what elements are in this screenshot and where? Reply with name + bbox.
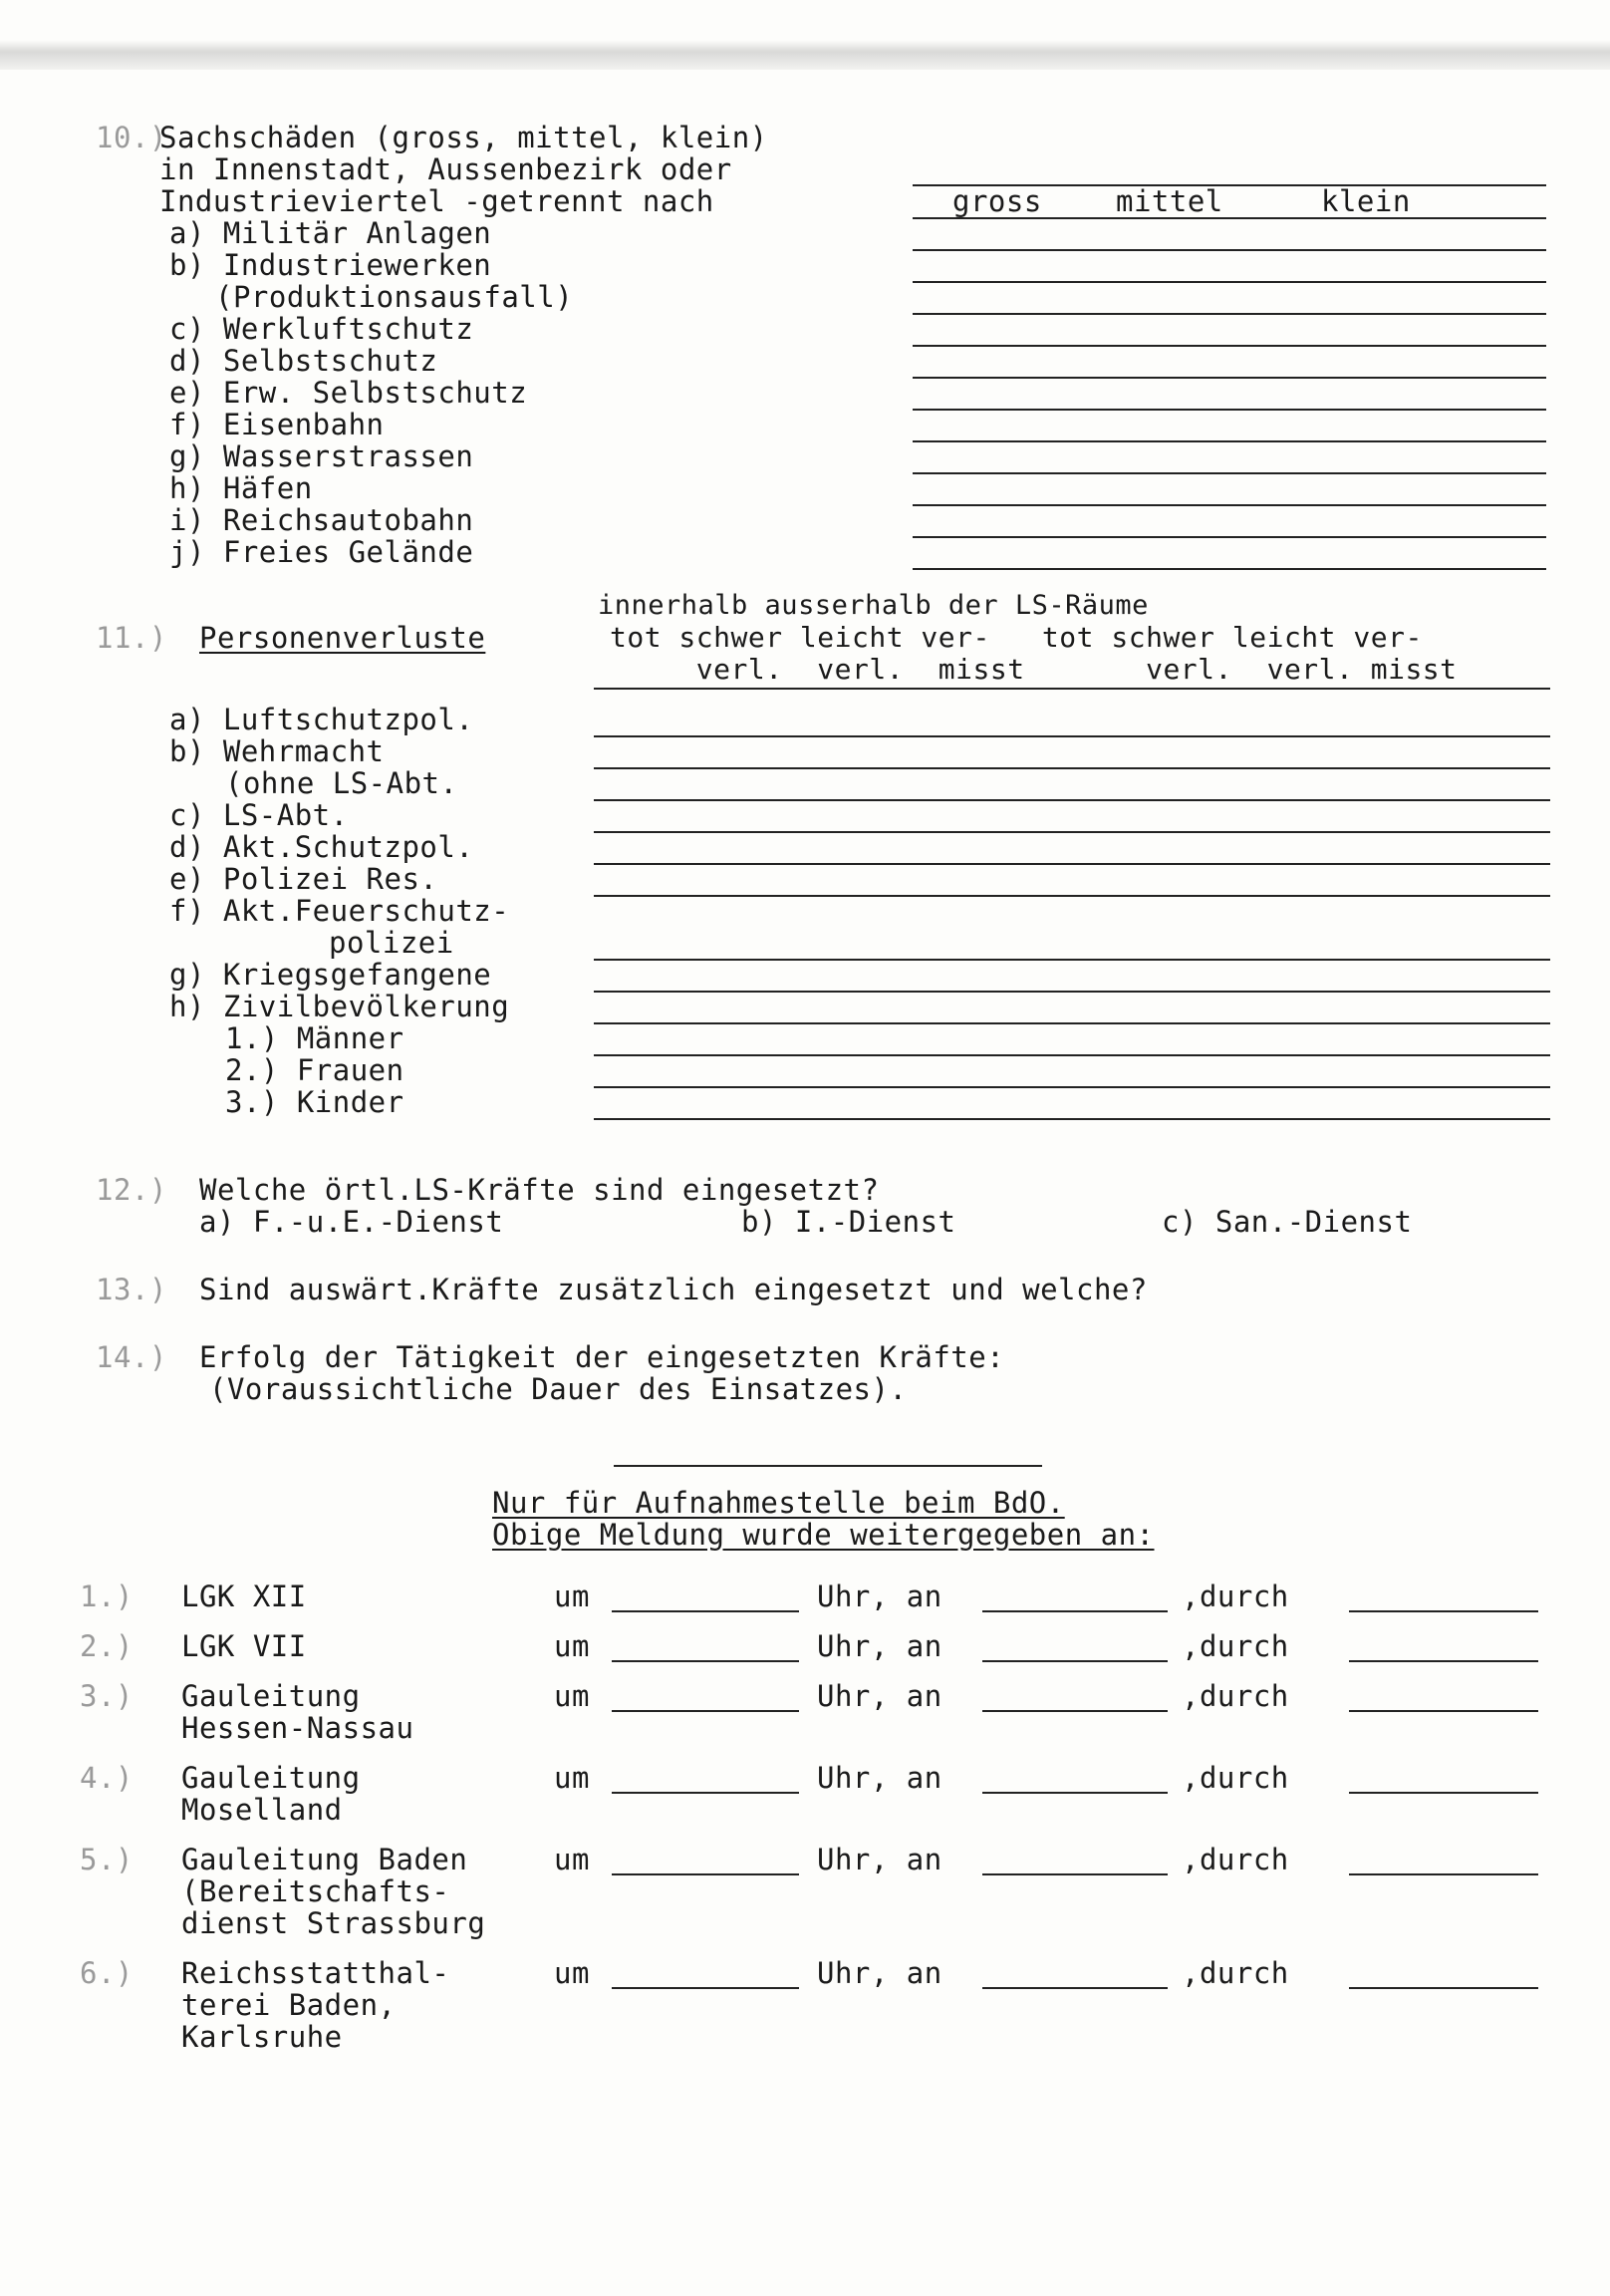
separator-rule <box>614 1465 1042 1467</box>
entry-name-line-2: Hessen-Nassau <box>181 1711 414 1745</box>
loss-blank-line[interactable] <box>594 1022 1550 1024</box>
section-10-line-2: in Innenstadt, Aussenbezirk oder <box>159 152 732 186</box>
section-11-number: 11.) <box>96 621 167 655</box>
entry-by-field[interactable] <box>1349 1792 1538 1794</box>
entry-name: Gauleitung Baden <box>181 1843 468 1876</box>
section-14-number: 14.) <box>96 1340 167 1374</box>
entry-name-line-2: Moselland <box>181 1793 343 1827</box>
section-12-option-b: b) I.-Dienst <box>741 1205 956 1239</box>
entry-recipient-field[interactable] <box>982 1792 1168 1794</box>
loss-item: b) Wehrmacht <box>169 734 385 768</box>
damage-item: d) Selbstschutz <box>169 344 438 378</box>
scan-edge-shadow <box>0 40 1610 70</box>
entry-number: 2.) <box>80 1629 134 1663</box>
loss-blank-line[interactable] <box>594 831 1550 833</box>
entry-uhr-an-label: Uhr, an <box>817 1761 942 1795</box>
damage-blank-line[interactable] <box>913 440 1546 442</box>
section-12-option-a: a) F.-u.E.-Dienst <box>199 1205 504 1239</box>
entry-number: 1.) <box>80 1579 134 1613</box>
loss-item: f) Akt.Feuerschutz- <box>169 894 510 928</box>
damage-blank-line[interactable] <box>913 313 1546 315</box>
damage-blank-line[interactable] <box>913 377 1546 379</box>
loss-item: 1.) Männer <box>225 1021 404 1055</box>
entry-number: 3.) <box>80 1679 134 1713</box>
entry-by-field[interactable] <box>1349 1873 1538 1875</box>
entry-uhr-an-label: Uhr, an <box>817 1579 942 1613</box>
entry-by-field[interactable] <box>1349 1710 1538 1712</box>
damage-blank-line[interactable] <box>913 281 1546 283</box>
damage-item: g) Wasserstrassen <box>169 439 474 473</box>
entry-name-line-2: (Bereitschafts- <box>181 1874 450 1908</box>
section-14-line-2: (Voraussichtliche Dauer des Einsatzes). <box>209 1372 908 1406</box>
entry-number: 6.) <box>80 1956 134 1990</box>
entry-time-field[interactable] <box>612 1987 799 1989</box>
damage-blank-line[interactable] <box>913 472 1546 474</box>
entry-uhr-an-label: Uhr, an <box>817 1956 942 1990</box>
loss-item: g) Kriegsgefangene <box>169 958 492 992</box>
section-10-line-1: Sachschäden (gross, mittel, klein) <box>159 121 768 154</box>
entry-name: Gauleitung <box>181 1679 361 1713</box>
damage-item: e) Erw. Selbstschutz <box>169 376 528 410</box>
damage-blank-line[interactable] <box>913 345 1546 347</box>
loss-group-header: innerhalb ausserhalb der LS-Räume <box>598 590 1149 621</box>
entry-durch-label: ,durch <box>1182 1679 1289 1713</box>
entry-uhr-an-label: Uhr, an <box>817 1679 942 1713</box>
entry-name: LGK VII <box>181 1629 307 1663</box>
aufnahme-title: Nur für Aufnahmestelle beim BdO. <box>492 1486 1065 1520</box>
loss-blank-line[interactable] <box>594 767 1550 769</box>
entry-recipient-field[interactable] <box>982 1987 1168 1989</box>
entry-name: LGK XII <box>181 1579 307 1613</box>
section-12-option-c: c) San.-Dienst <box>1162 1205 1413 1239</box>
section-12-text: Welche örtl.LS-Kräfte sind eingesetzt? <box>199 1173 880 1207</box>
loss-item: d) Akt.Schutzpol. <box>169 830 474 864</box>
loss-item: polizei <box>329 926 454 960</box>
entry-by-field[interactable] <box>1349 1610 1538 1612</box>
section-14-line-1: Erfolg der Tätigkeit der eingesetzten Kräfte: <box>199 1340 1005 1374</box>
entry-recipient-field[interactable] <box>982 1610 1168 1612</box>
loss-cols-row-1: tot schwer leicht ver- tot schwer leicht ver- <box>610 621 1423 654</box>
damage-item: c) Werkluftschutz <box>169 312 474 346</box>
loss-cols-row-2: verl. verl. misst verl. verl. misst <box>610 653 1458 686</box>
entry-time-field[interactable] <box>612 1660 799 1662</box>
entry-durch-label: ,durch <box>1182 1761 1289 1795</box>
loss-item: e) Polizei Res. <box>169 862 438 896</box>
loss-blank-line[interactable] <box>594 1086 1550 1088</box>
entry-name: Reichsstatthal- <box>181 1956 450 1990</box>
entry-um-label: um <box>554 1579 590 1613</box>
loss-blank-line[interactable] <box>594 1118 1550 1120</box>
entry-name-line-2: terei Baden, <box>181 1988 397 2022</box>
entry-recipient-field[interactable] <box>982 1873 1168 1875</box>
loss-item: 3.) Kinder <box>225 1085 404 1119</box>
entry-number: 4.) <box>80 1761 134 1795</box>
entry-um-label: um <box>554 1761 590 1795</box>
loss-blank-line[interactable] <box>594 991 1550 993</box>
loss-item: a) Luftschutzpol. <box>169 703 474 736</box>
entry-time-field[interactable] <box>612 1792 799 1794</box>
entry-time-field[interactable] <box>612 1610 799 1612</box>
entry-um-label: um <box>554 1629 590 1663</box>
entry-name-line-3: Karlsruhe <box>181 2020 343 2054</box>
damage-table-header-rule <box>913 217 1546 219</box>
loss-table-header-rule <box>594 688 1550 690</box>
section-13-number: 13.) <box>96 1273 167 1306</box>
entry-durch-label: ,durch <box>1182 1579 1289 1613</box>
entry-uhr-an-label: Uhr, an <box>817 1843 942 1876</box>
section-10-line-3: Industrieviertel -getrennt nach <box>159 184 714 218</box>
loss-blank-line[interactable] <box>594 959 1550 961</box>
entry-time-field[interactable] <box>612 1710 799 1712</box>
entry-time-field[interactable] <box>612 1873 799 1875</box>
damage-item: a) Militär Anlagen <box>169 216 492 250</box>
damage-item: (Produktionsausfall) <box>215 280 574 314</box>
loss-item: h) Zivilbevölkerung <box>169 990 510 1023</box>
loss-blank-line[interactable] <box>594 735 1550 737</box>
entry-by-field[interactable] <box>1349 1987 1538 1989</box>
section-10-number: 10.) <box>96 121 167 154</box>
entry-um-label: um <box>554 1679 590 1713</box>
section-12-number: 12.) <box>96 1173 167 1207</box>
entry-durch-label: ,durch <box>1182 1956 1289 1990</box>
entry-name-line-3: dienst Strassburg <box>181 1906 486 1940</box>
damage-blank-line[interactable] <box>913 536 1546 538</box>
loss-blank-line[interactable] <box>594 863 1550 865</box>
damage-item: f) Eisenbahn <box>169 408 385 441</box>
damage-item: j) Freies Gelände <box>169 535 474 569</box>
entry-name: Gauleitung <box>181 1761 361 1795</box>
entry-durch-label: ,durch <box>1182 1843 1289 1876</box>
damage-blank-line[interactable] <box>913 568 1546 570</box>
entry-number: 5.) <box>80 1843 134 1876</box>
aufnahme-subtitle: Obige Meldung wurde weitergegeben an: <box>492 1518 1155 1552</box>
col-mittel: mittel <box>1116 184 1223 218</box>
entry-recipient-field[interactable] <box>982 1710 1168 1712</box>
col-klein: klein <box>1321 184 1411 218</box>
damage-item: h) Häfen <box>169 471 313 505</box>
entry-by-field[interactable] <box>1349 1660 1538 1662</box>
col-gross: gross <box>952 184 1042 218</box>
loss-item: 2.) Frauen <box>225 1053 404 1087</box>
loss-blank-line[interactable] <box>594 1054 1550 1056</box>
loss-blank-line[interactable] <box>594 799 1550 801</box>
loss-item: c) LS-Abt. <box>169 798 349 832</box>
section-13-text: Sind auswärt.Kräfte zusätzlich eingesetzt und welche? <box>199 1273 1148 1306</box>
section-11-title: Personenverluste <box>199 621 486 655</box>
entry-recipient-field[interactable] <box>982 1660 1168 1662</box>
loss-blank-line[interactable] <box>594 895 1550 897</box>
entry-um-label: um <box>554 1843 590 1876</box>
damage-item: i) Reichsautobahn <box>169 503 474 537</box>
damage-blank-line[interactable] <box>913 409 1546 411</box>
damage-blank-line[interactable] <box>913 504 1546 506</box>
damage-blank-line[interactable] <box>913 249 1546 251</box>
entry-durch-label: ,durch <box>1182 1629 1289 1663</box>
entry-uhr-an-label: Uhr, an <box>817 1629 942 1663</box>
damage-item: b) Industriewerken <box>169 248 492 282</box>
entry-um-label: um <box>554 1956 590 1990</box>
loss-item: (ohne LS-Abt. <box>225 766 458 800</box>
